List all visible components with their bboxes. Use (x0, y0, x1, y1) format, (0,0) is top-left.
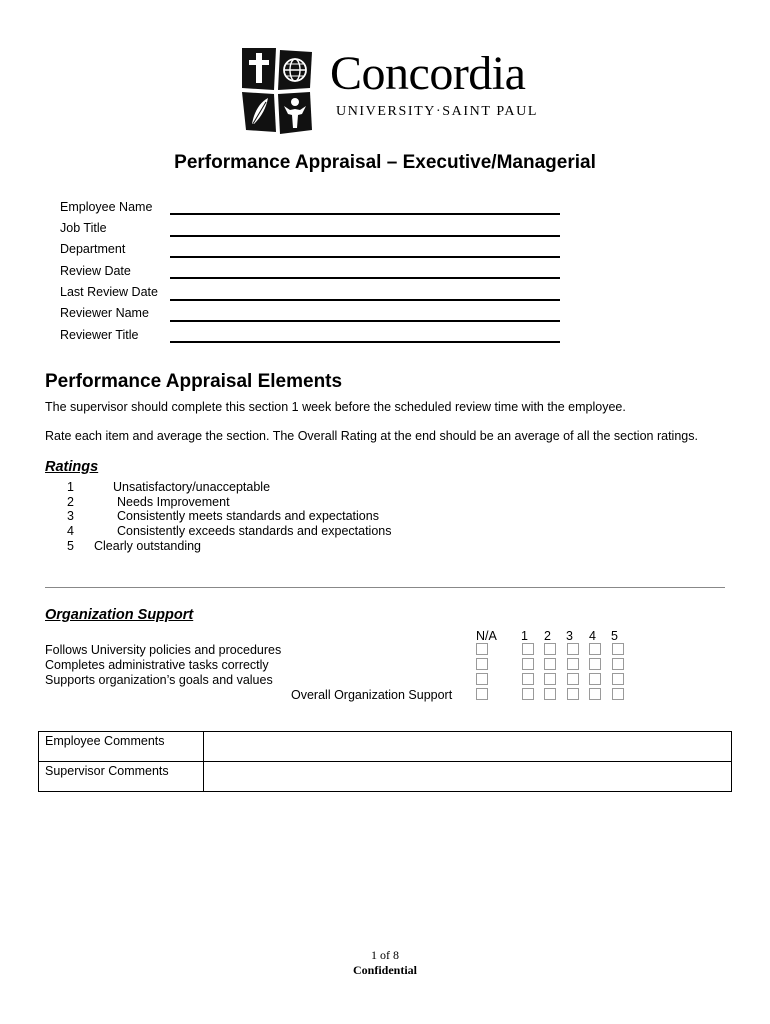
criterion-label: Follows University policies and procedures (45, 643, 282, 657)
employee-comments-field[interactable] (204, 732, 732, 762)
concordia-shield-icon (240, 44, 330, 136)
rating-checkbox-admin-tasks-4[interactable] (589, 658, 601, 670)
criterion-label: Completes administrative tasks correctly (45, 658, 269, 672)
rating-checkbox-overall-na[interactable] (476, 688, 488, 700)
column-header-5: 5 (611, 629, 618, 643)
rating-checkbox-admin-tasks-2[interactable] (544, 658, 556, 670)
comments-table (38, 731, 732, 792)
reviewer-name-label: Reviewer Name (60, 306, 149, 320)
supervisor-comments-field[interactable] (204, 762, 732, 792)
rating-checkbox-overall-2[interactable] (544, 688, 556, 700)
elements-heading: Performance Appraisal Elements (45, 371, 343, 392)
column-header-2: 2 (544, 629, 551, 643)
job-title-field[interactable] (170, 235, 560, 237)
employee-name-field[interactable] (170, 213, 560, 215)
last-review-date-field[interactable] (170, 299, 560, 301)
rating-checkbox-admin-tasks-1[interactable] (522, 658, 534, 670)
rating-description: Needs Improvement (117, 495, 230, 509)
section-divider (45, 587, 725, 588)
rating-description: Consistently exceeds standards and expectations (117, 524, 392, 538)
rating-description: Consistently meets standards and expectations (117, 509, 379, 523)
rating-checkbox-policies-1[interactable] (522, 643, 534, 655)
logo-wordmark: Concordia (330, 47, 526, 100)
confidential-label: Confidential (352, 963, 417, 977)
ratings-heading: Ratings (45, 459, 99, 475)
rating-number: 4 (67, 524, 74, 538)
rating-checkbox-policies-na[interactable] (476, 643, 488, 655)
review-date-field[interactable] (170, 277, 560, 279)
rating-checkbox-goals-values-2[interactable] (544, 673, 556, 685)
page-title: Performance Appraisal – Executive/Managerial (174, 152, 596, 173)
last-review-date-label: Last Review Date (60, 285, 158, 299)
column-header-na: N/A (476, 629, 497, 643)
supervisor-comments-row (39, 762, 732, 792)
department-field[interactable] (170, 256, 560, 258)
rating-checkbox-admin-tasks-5[interactable] (612, 658, 624, 670)
rating-checkbox-overall-4[interactable] (589, 688, 601, 700)
rating-number: 3 (67, 509, 74, 523)
rating-checkbox-goals-values-3[interactable] (567, 673, 579, 685)
logo-subtitle: UNIVERSITY·SAINT PAUL (336, 104, 538, 119)
rating-checkbox-admin-tasks-3[interactable] (567, 658, 579, 670)
rating-checkbox-goals-values-na[interactable] (476, 673, 488, 685)
rating-checkbox-policies-3[interactable] (567, 643, 579, 655)
rating-checkbox-goals-values-4[interactable] (589, 673, 601, 685)
review-date-label: Review Date (60, 264, 131, 278)
criterion-label: Supports organization’s goals and values (45, 673, 273, 687)
rating-description: Unsatisfactory/unacceptable (113, 480, 271, 494)
employee-comments-row (39, 732, 732, 762)
rating-number: 2 (67, 495, 74, 509)
page-number: 1 of 8 (371, 948, 399, 962)
rating-checkbox-goals-values-5[interactable] (612, 673, 624, 685)
reviewer-title-field[interactable] (170, 341, 560, 343)
employee-name-label: Employee Name (60, 200, 153, 214)
rating-checkbox-overall-1[interactable] (522, 688, 534, 700)
employee-comments-label: Employee Comments (39, 732, 204, 762)
rating-checkbox-goals-values-1[interactable] (522, 673, 534, 685)
column-header-3: 3 (566, 629, 573, 643)
reviewer-title-label: Reviewer Title (60, 328, 139, 342)
supervisor-comments-label: Supervisor Comments (39, 762, 204, 792)
rating-checkbox-admin-tasks-na[interactable] (476, 658, 488, 670)
instruction-text-1: The supervisor should complete this section 1 week before the scheduled review time with the employee. (45, 400, 626, 414)
column-header-4: 4 (589, 629, 596, 643)
org-support-heading: Organization Support (45, 607, 194, 623)
job-title-label: Job Title (60, 221, 107, 235)
rating-description: Clearly outstanding (94, 539, 202, 553)
department-label: Department (60, 242, 126, 256)
rating-checkbox-policies-2[interactable] (544, 643, 556, 655)
rating-number: 5 (67, 539, 74, 553)
rating-checkbox-policies-5[interactable] (612, 643, 624, 655)
rating-checkbox-policies-4[interactable] (589, 643, 601, 655)
rating-number: 1 (67, 480, 74, 494)
column-header-1: 1 (521, 629, 528, 643)
overall-label: Overall Organization Support (291, 688, 453, 702)
instruction-text-2: Rate each item and average the section. The Overall Rating at the end should be an average of all the section ratings. (45, 429, 698, 443)
rating-checkbox-overall-5[interactable] (612, 688, 624, 700)
reviewer-name-field[interactable] (170, 320, 560, 322)
rating-checkbox-overall-3[interactable] (567, 688, 579, 700)
